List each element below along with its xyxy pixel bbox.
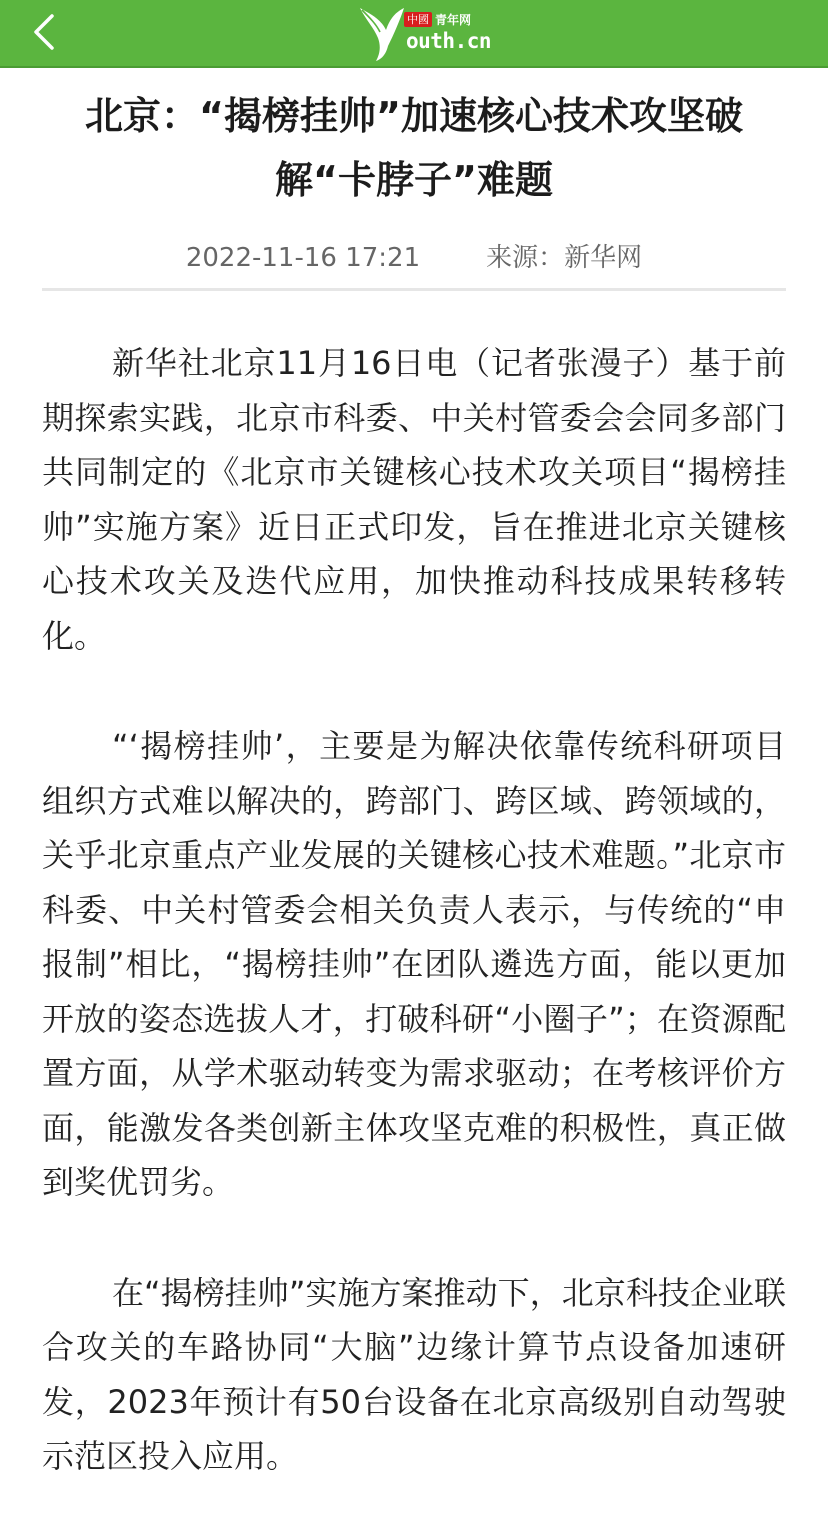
leaf-y-logo-icon: [356, 4, 406, 62]
logo-chinese-name: 青年网: [435, 12, 472, 27]
article-paragraph: “‘揭榜挂帅’，主要是为解决依靠传统科研项目组织方式难以解决的，跨部门、跨区域、跨领域的，关乎北京重点产业发展的关键核心技术难题。”北京市科委、中关村管委会相关负责人表示，与传统的“申报制”相比，“揭榜挂帅”在团队遴选方面，能以更加开放的姿态选拔人才，打破科研“小圈子”；在资源配置方面，从学术驱动转变为需求驱动；在考核评价方面，能激发各类创新主体攻坚克难的积极性，真正做到奖优罚劣。: [42, 727, 786, 1201]
logo-small-text: [404, 10, 471, 28]
logo-china-badge: 中國: [404, 12, 432, 27]
youth-cn-logo: [356, 4, 492, 62]
article-body: [42, 336, 786, 1528]
article-paragraph: 新华社北京11月16日电（记者张漫子）基于前期探索实践，北京市科委、中关村管委会会同多部门共同制定的《北京市关键核心技术攻关项目“揭榜挂帅”实施方案》近日正式印发，旨在推进北京关键核心技术攻关及迭代应用，加快推动科技成果转移转化。: [42, 344, 786, 655]
article-paragraph: 在“揭榜挂帅”实施方案推动下，北京科技企业联合攻关的车路协同“大脑”边缘计算节点设备加速研发，2023年预计有50台设备在北京高级别自动驾驶示范区投入应用。: [42, 1273, 786, 1475]
logo-text: outh.cn: [406, 29, 492, 53]
divider: [42, 288, 786, 291]
article-source: 来源：新华网: [486, 243, 643, 273]
article-meta: [40, 238, 788, 278]
article-title: 北京：“揭榜挂帅”加速核心技术攻坚破解“卡脖子”难题: [85, 94, 743, 202]
back-button[interactable]: [24, 10, 68, 54]
top-bar-shadow: [0, 66, 828, 68]
publish-date: 2022-11-16 17:21: [185, 243, 421, 273]
top-navigation-bar: [0, 0, 828, 66]
chevron-left-icon: [24, 10, 68, 54]
